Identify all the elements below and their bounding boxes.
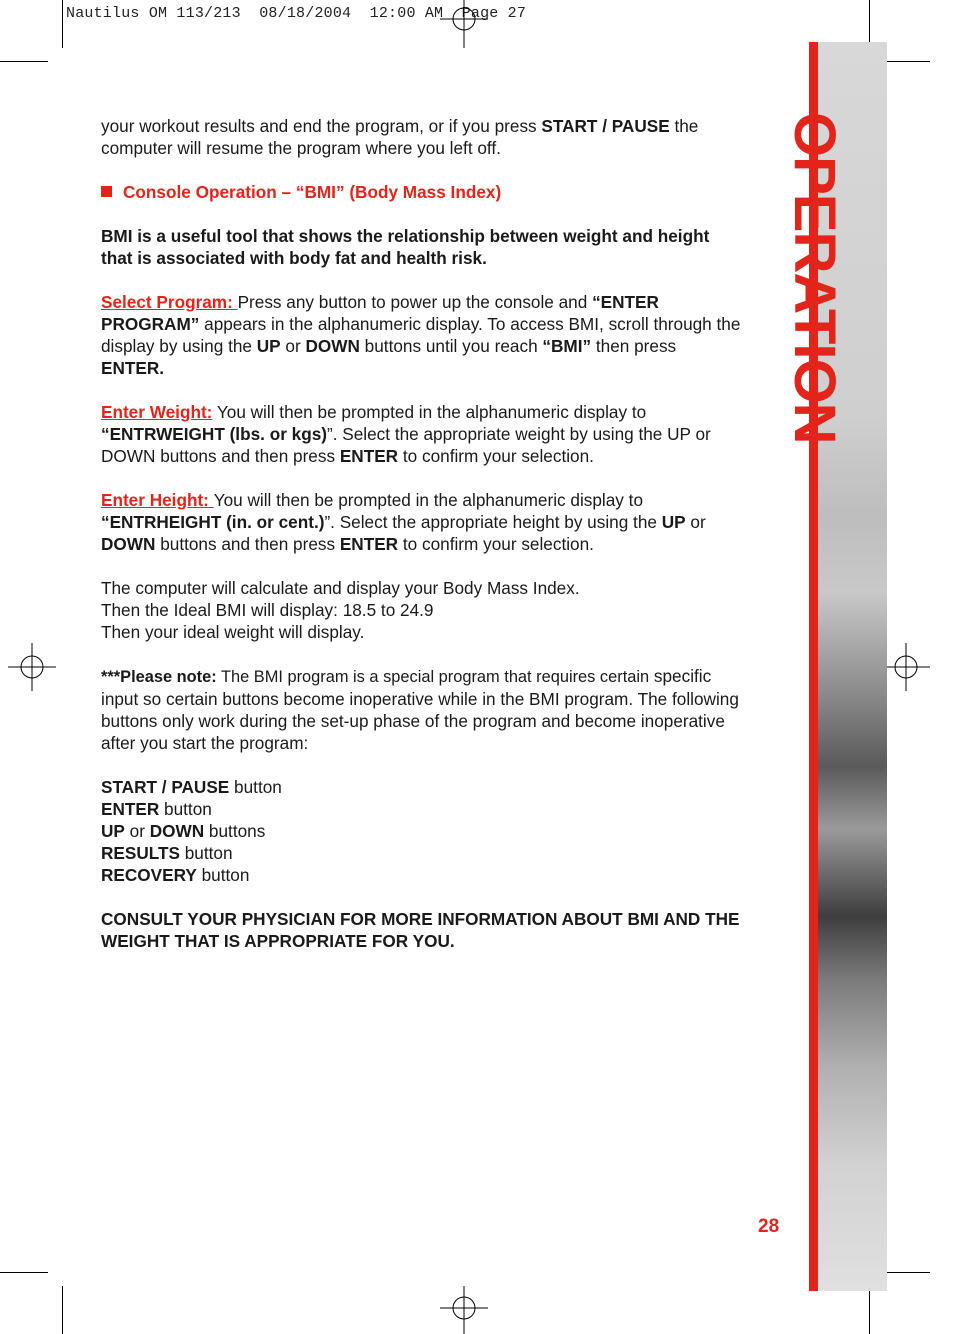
section-heading [101,181,741,203]
calc-line: Then the Ideal BMI will display: 18.5 to 24.9 [101,600,434,620]
enter-weight-text-3: to confirm your selection. [398,446,594,466]
enter-weight-text-1: You will then be prompted in the alphanumeric display to [212,402,647,422]
bullet-square-icon [101,186,112,197]
enter-height-paragraph [101,489,741,555]
enter-height-bold-4: ENTER [339,534,399,554]
note-text-1: The BMI program is a special program that requires certain [216,668,650,686]
side-title: OPERATION [782,112,847,444]
registration-mark-bottom-icon [440,1286,488,1334]
select-program-text-1: Press any button to power up the console and [237,292,593,312]
enter-weight-text-2: ”. Select the appropriate weight by using the UP or DOWN buttons and then press [101,424,711,466]
section-heading-text: Console Operation – “BMI” (Body Mass Index) [123,182,502,202]
calculation-paragraph [101,577,741,643]
select-program-paragraph [101,291,741,379]
crop-mark-top-right-h [882,61,930,62]
select-program-text-5: then press [591,336,677,356]
enter-weight-bold-2: ENTER [339,446,399,466]
button-list-item-name: RESULTS [101,843,180,863]
main-content [101,115,741,974]
enter-height-text-5: to confirm your selection. [398,534,594,554]
button-list-item-name-2: DOWN [149,821,205,841]
button-list-item-suffix: button [179,843,233,863]
button-list [101,776,741,886]
crop-mark-bottom-left-v [62,1286,63,1334]
enter-height-bold-1: “ENTRHEIGHT (in. or cent.) [101,512,325,532]
select-program-bold-4: “BMI” [542,336,592,356]
calc-line: Then your ideal weight will display. [101,622,365,642]
select-program-label: Select Program: [101,292,238,312]
select-program-bold-2: UP [256,336,281,356]
enter-weight-paragraph [101,401,741,467]
crop-mark-top-right-v [869,0,870,48]
select-program-text-4: buttons until you reach [359,336,543,356]
bmi-description: BMI is a useful tool that shows the relationship between weight and height that is associated with body fat and health risk. [101,226,710,268]
select-program-bold-1: “ENTER PROGRAM” [101,292,659,334]
button-list-item-name: START / PAUSE [101,777,230,797]
enter-height-text-1: You will then be prompted in the alphanumeric display to [213,490,644,510]
button-list-item-name: UP [101,821,125,841]
enter-height-text-2: ”. Select the appropriate height by using the [324,512,662,532]
button-list-item-name: ENTER [101,799,160,819]
registration-mark-left-icon [8,643,56,691]
button-list-item-suffix: button [196,865,250,885]
enter-height-bold-3: DOWN [101,534,156,554]
registration-mark-right-icon [882,643,930,691]
page-number: 28 [758,1216,780,1237]
button-list-item-suffix: button [159,799,212,819]
select-program-text-2: appears in the alphanumeric display. To access BMI, scroll through the display by using the [101,314,741,356]
enter-height-text-3: or [685,512,706,532]
button-list-item-suffix: button [229,777,282,797]
intro-bold-start-pause: START / PAUSE [541,116,670,136]
crop-mark-bottom-right-h [882,1272,930,1273]
intro-paragraph [101,115,741,159]
crop-mark-bottom-right-v [869,1286,870,1334]
printer-slug-line: Nautilus OM 113/213 08/18/2004 12:00 AM Page 27 [66,5,527,22]
registration-mark-top-icon [440,0,488,48]
enter-height-label: Enter Height: [101,490,214,510]
intro-text-a: your workout results and end the program, or if you press [101,116,542,136]
note-label: ***Please note: [101,668,217,686]
enter-weight-bold-1: “ENTRWEIGHT (lbs. or kgs) [101,424,327,444]
button-list-item-name: RECOVERY [101,865,197,885]
consult-physician-notice: CONSULT YOUR PHYSICIAN FOR MORE INFORMATION ABOUT BMI AND THE WEIGHT THAT IS APPROPRIATE FOR YOU. [101,909,740,951]
enter-height-bold-2: UP [661,512,686,532]
select-program-text-3: or [280,336,306,356]
enter-height-text-4: buttons and then press [155,534,340,554]
note-text-2: specific input so certain buttons become inoperative while in the BMI program. The following buttons only work during the set-up phase of the program and become inoperative after you start the program: [101,666,739,753]
select-program-bold-5: ENTER. [101,358,165,378]
calc-line: The computer will calculate and display your Body Mass Index. [101,578,580,598]
enter-weight-label: Enter Weight: [101,402,213,422]
crop-mark-bottom-left-h [0,1272,48,1273]
note-paragraph [101,665,741,754]
select-program-bold-3: DOWN [305,336,360,356]
intro-text-b: the computer will resume the program where you left off. [101,116,699,158]
crop-mark-top-left-v [62,0,63,48]
button-list-item-mid: or [124,821,150,841]
crop-mark-top-left-h [0,61,48,62]
button-list-item-suffix: buttons [204,821,266,841]
